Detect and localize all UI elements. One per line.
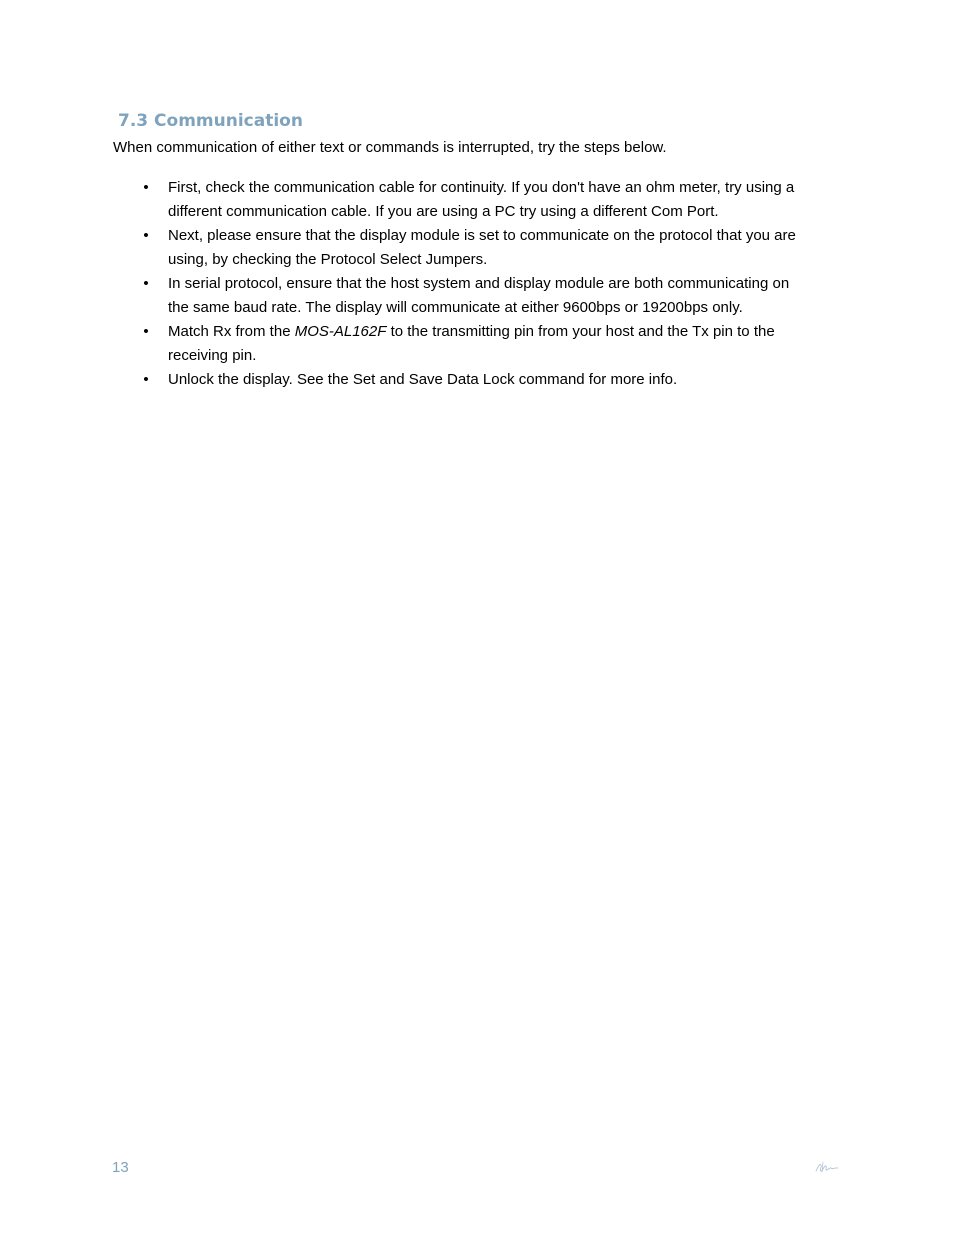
list-item-text-prefix: Match Rx from the — [168, 323, 295, 340]
list-item-text — [168, 320, 844, 344]
list-item-text: the same baud rate. The display will communicate at either 9600bps or 19200bps only. — [168, 299, 743, 316]
intro-paragraph: When communication of either text or commands is interrupted, try the steps below. — [113, 139, 667, 156]
bullet-icon: • — [143, 227, 149, 244]
list-item — [0, 272, 844, 320]
bullet-icon: • — [143, 371, 149, 388]
list-item-text: Unlock the display. See the Set and Save Data Lock command for more info. — [168, 371, 678, 388]
troubleshooting-list — [0, 176, 954, 392]
list-item-text: using, by checking the Protocol Select Jumpers. — [168, 251, 488, 268]
bullet-icon: • — [143, 275, 149, 292]
list-item — [0, 368, 844, 392]
list-item — [0, 176, 844, 224]
list-item — [0, 320, 844, 368]
list-item-text: different communication cable. If you are using a PC try using a different Com Port. — [168, 203, 719, 220]
bullet-icon: • — [143, 323, 149, 340]
bullet-icon: • — [143, 179, 149, 196]
list-item-text: receiving pin. — [168, 347, 257, 364]
section-heading: 7.3 Communication — [118, 111, 303, 131]
page-number: 13 — [112, 1159, 129, 1176]
list-item — [0, 224, 844, 272]
list-item-text: Next, please ensure that the display module is set to communicate on the protocol that you are — [168, 227, 796, 244]
signature-logo-icon — [814, 1159, 840, 1175]
list-item-text: In serial protocol, ensure that the host system and display module are both communicating on — [168, 275, 790, 292]
list-item-text: First, check the communication cable for continuity. If you don't have an ohm meter, try using a — [168, 179, 795, 196]
product-model-name: MOS-AL162F — [294, 323, 387, 340]
list-item-text-suffix: to the transmitting pin from your host and the Tx pin to the — [386, 323, 775, 340]
